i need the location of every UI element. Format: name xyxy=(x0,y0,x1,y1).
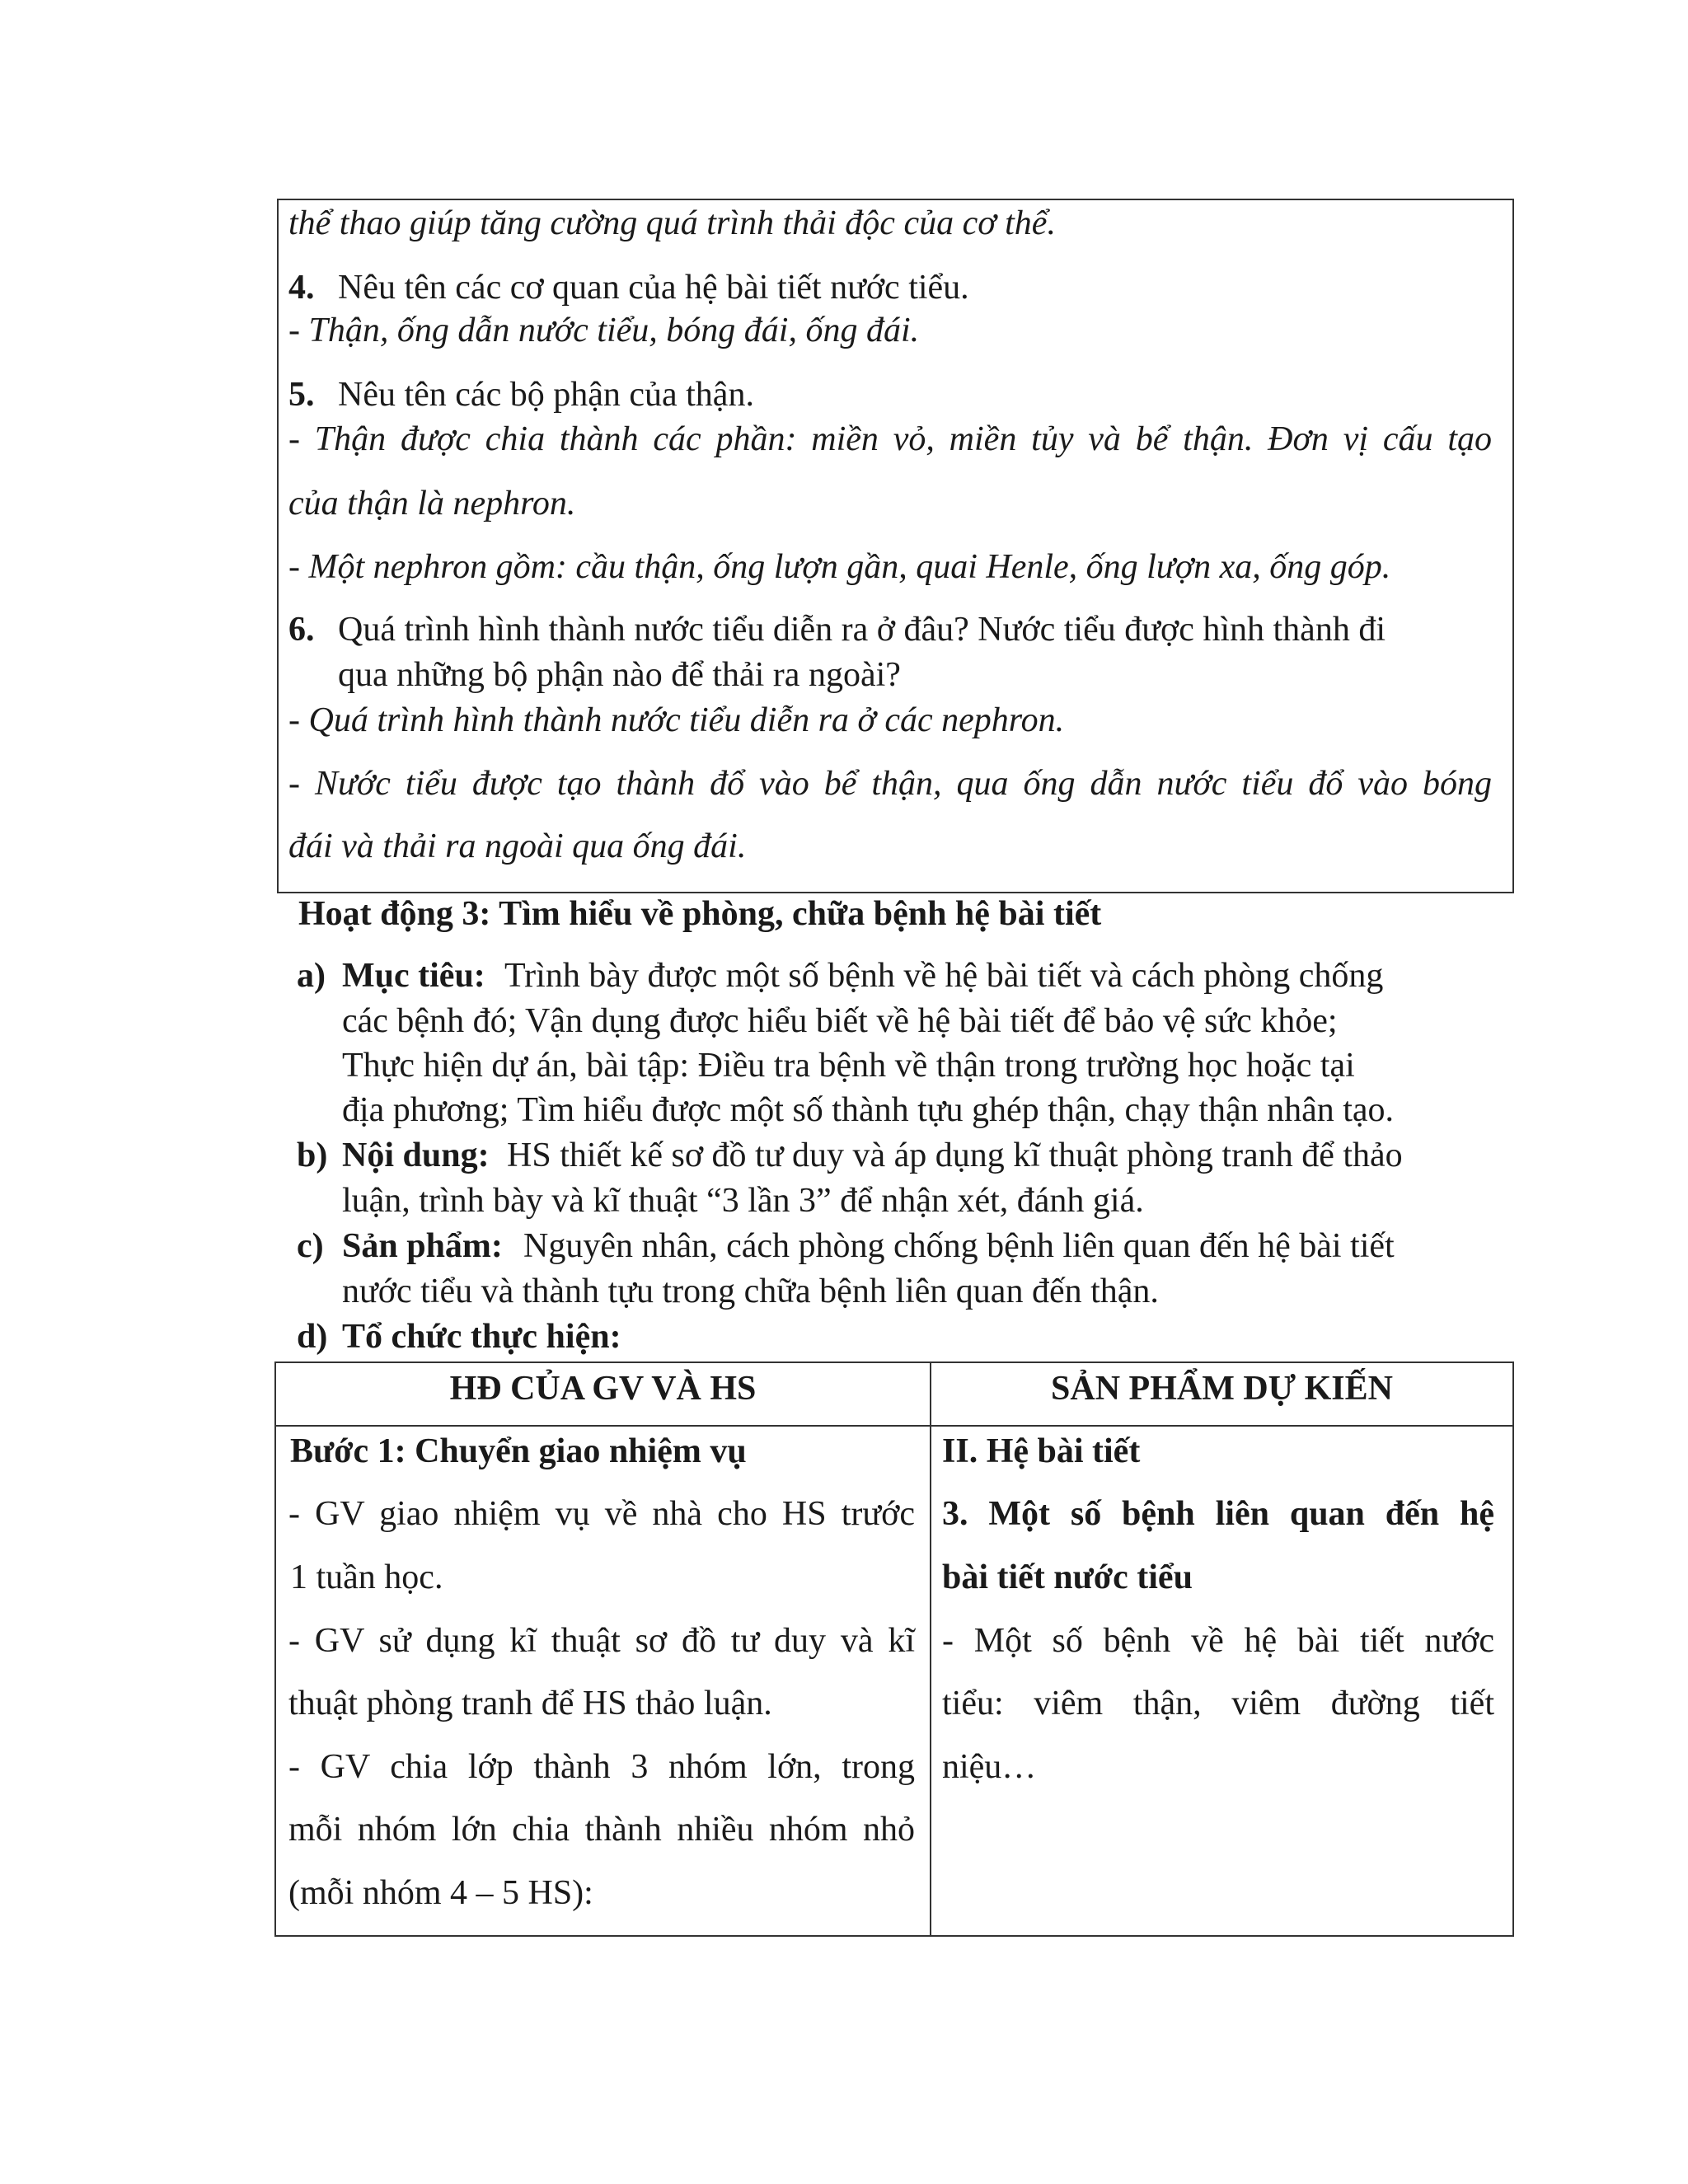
table-right-line-1: - Một số bệnh về hệ bài tiết nước xyxy=(942,1622,1494,1660)
table-right-section: II. Hệ bài tiết xyxy=(942,1432,1141,1470)
table-right-line-3: niệu… xyxy=(942,1748,1037,1786)
table-left-line-7: (mỗi nhóm 4 – 5 HS): xyxy=(288,1874,593,1912)
box-line-1: thể thao giúp tăng cường quá trình thải độc của cơ thể. xyxy=(288,204,1056,242)
table-right-subheading-1: 3. Một số bệnh liên quan đến hệ xyxy=(942,1495,1494,1533)
table-left-line-4: thuật phòng tranh để HS thảo luận. xyxy=(288,1685,772,1722)
item-b-line-2: luận, trình bày và kĩ thuật “3 lần 3” để nhận xét, đánh giá. xyxy=(342,1182,1144,1220)
answer-5-line-3: - Một nephron gồm: cầu thận, ống lượn gần, quai Henle, ống lượn xa, ống góp. xyxy=(288,548,1391,586)
item-c-label: c) xyxy=(297,1227,324,1265)
question-4: Nêu tên các cơ quan của hệ bài tiết nước tiểu. xyxy=(338,269,969,307)
answer-5-line-1: - Thận được chia thành các phần: miền vỏ, miền tủy và bể thận. Đơn vị cấu tạo xyxy=(288,420,1492,458)
answer-6-line-3: đái và thải ra ngoài qua ống đái. xyxy=(288,827,747,865)
table-left-line-6: mỗi nhóm lớn chia thành nhiều nhóm nhỏ xyxy=(288,1811,915,1849)
answer-6-line-2: - Nước tiểu được tạo thành đổ vào bể thận, qua ống dẫn nước tiểu đổ vào bóng xyxy=(288,765,1492,803)
table-header-right: SẢN PHẨM DỰ KIẾN xyxy=(1051,1370,1393,1408)
item-a-label: a) xyxy=(297,957,326,995)
question-5: Nêu tên các bộ phận của thận. xyxy=(338,376,754,414)
table-left-line-3: - GV sử dụng kĩ thuật sơ đồ tư duy và kĩ xyxy=(288,1622,915,1660)
table-column-divider xyxy=(930,1363,931,1935)
question-6-line-1: Quá trình hình thành nước tiểu diễn ra ở đâu? Nước tiểu được hình thành đi xyxy=(338,611,1386,649)
question-6-line-2: qua những bộ phận nào để thải ra ngoài? xyxy=(338,656,901,694)
table-left-line-1: - GV giao nhiệm vụ về nhà cho HS trước xyxy=(288,1495,915,1533)
table-header-left: HĐ CỦA GV VÀ HS xyxy=(449,1370,757,1408)
item-c-line-2: nước tiểu và thành tựu trong chữa bệnh liên quan đến thận. xyxy=(342,1272,1159,1310)
item-a-line-4: địa phương; Tìm hiểu được một số thành tựu ghép thận, chạy thận nhân tạo. xyxy=(342,1091,1395,1129)
item-a-line-2: các bệnh đó; Vận dụng được hiểu biết về hệ bài tiết để bảo vệ sức khỏe; xyxy=(342,1002,1338,1040)
table-left-step: Bước 1: Chuyển giao nhiệm vụ xyxy=(290,1432,747,1470)
answer-5-line-2: của thận là nephron. xyxy=(288,485,576,523)
table-left-line-5: - GV chia lớp thành 3 nhóm lớn, trong xyxy=(288,1748,915,1786)
item-c-title: Sản phẩm: xyxy=(342,1227,503,1265)
item-b-title: Nội dung: xyxy=(342,1137,490,1174)
item-c-line-1: Nguyên nhân, cách phòng chống bệnh liên quan đến hệ bài tiết xyxy=(523,1227,1395,1265)
item-b-line-1: HS thiết kế sơ đồ tư duy và áp dụng kĩ thuật phòng tranh để thảo xyxy=(507,1137,1403,1174)
item-d-label: d) xyxy=(297,1318,328,1356)
question-5-number: 5. xyxy=(288,376,315,414)
answer-4: - Thận, ống dẫn nước tiểu, bóng đái, ống đái. xyxy=(288,312,920,349)
question-6-number: 6. xyxy=(288,611,315,649)
table-left-line-2: 1 tuần học. xyxy=(290,1558,443,1596)
item-b-label: b) xyxy=(297,1137,328,1174)
table-header-divider xyxy=(276,1425,1512,1427)
item-a-line-1: Trình bày được một số bệnh về hệ bài tiết và cách phòng chống xyxy=(504,957,1384,995)
item-d-title: Tổ chức thực hiện: xyxy=(342,1318,621,1356)
item-a-title: Mục tiêu: xyxy=(342,957,485,995)
item-a-line-3: Thực hiện dự án, bài tập: Điều tra bệnh về thận trong trường học hoặc tại xyxy=(342,1047,1355,1085)
activity-heading: Hoạt động 3: Tìm hiểu về phòng, chữa bệnh hệ bài tiết xyxy=(298,895,1102,933)
table-right-subheading-2: bài tiết nước tiểu xyxy=(942,1558,1193,1596)
answer-6-line-1: - Quá trình hình thành nước tiểu diễn ra ở các nephron. xyxy=(288,701,1065,739)
question-4-number: 4. xyxy=(288,269,315,307)
table-right-line-2: tiểu: viêm thận, viêm đường tiết xyxy=(942,1685,1494,1722)
